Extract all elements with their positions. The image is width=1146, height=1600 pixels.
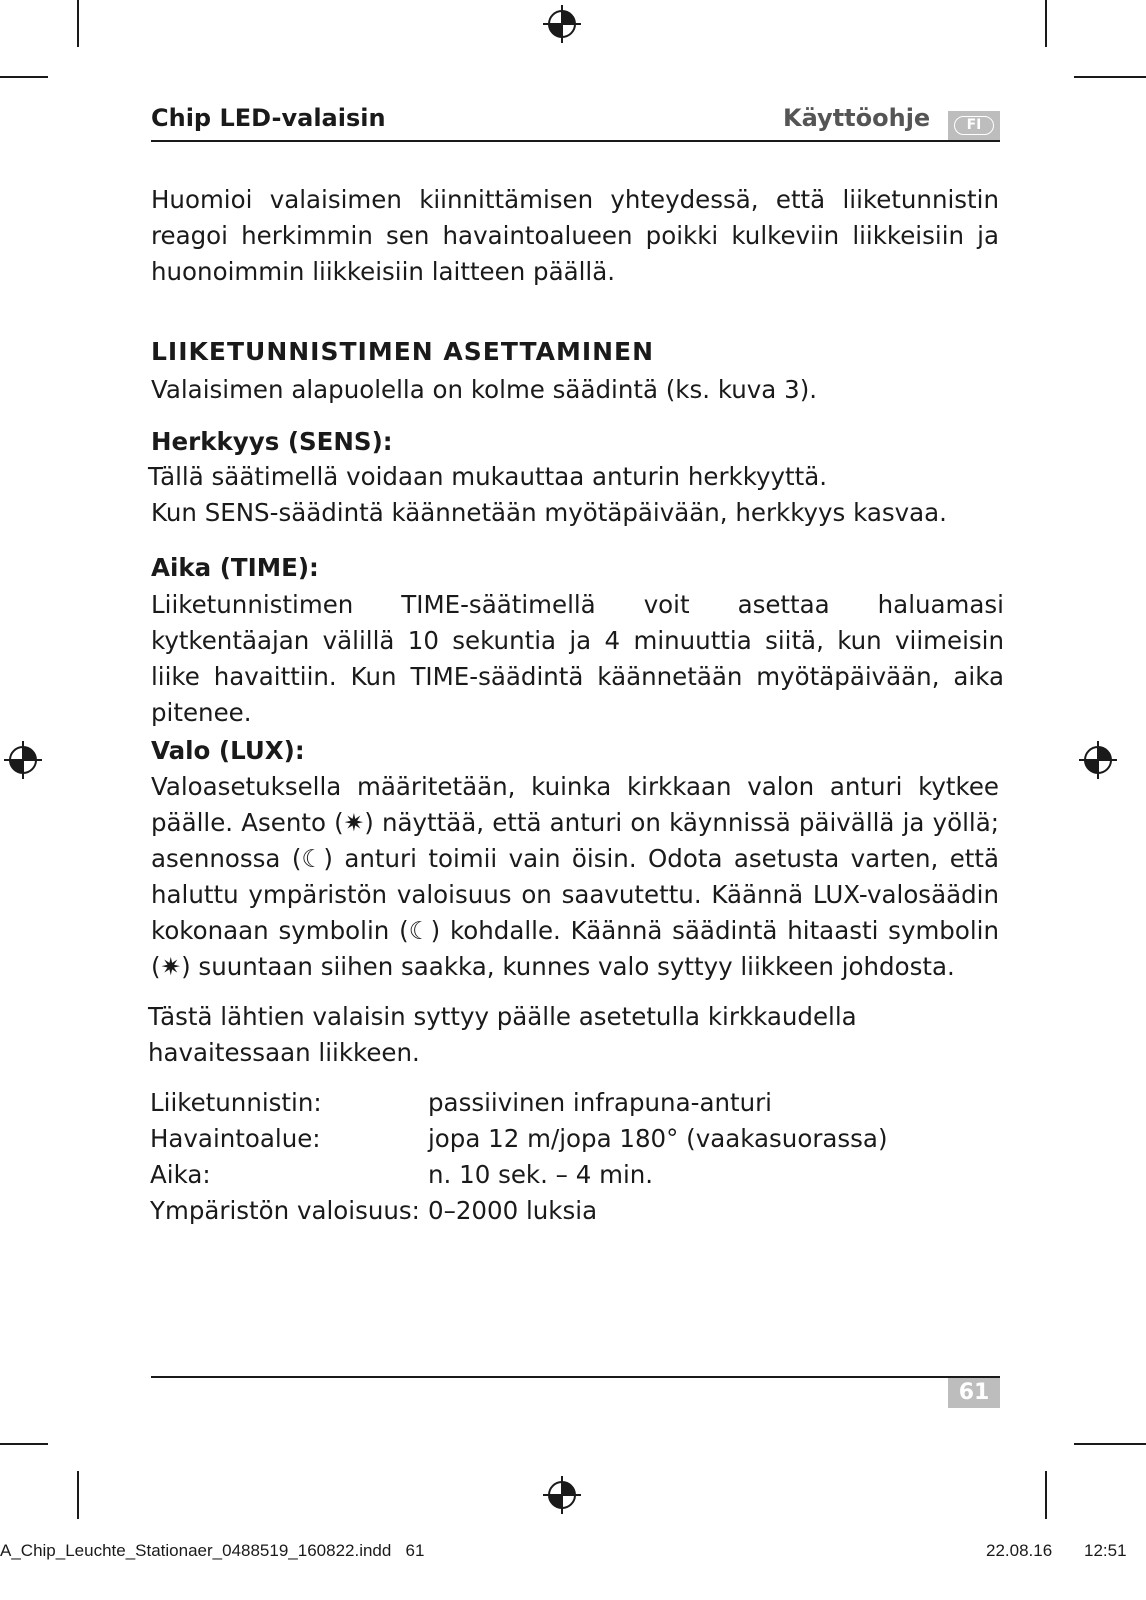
language-badge-label: FI [954,116,994,135]
header-rule [151,140,1000,142]
spec-value: n. 10 sek. – 4 min. [428,1160,654,1189]
sens-line-1: Tällä säätimellä voidaan mukauttaa anturin herkkyyttä. [148,462,828,491]
lux-followup-paragraph [148,999,999,1071]
spec-label: Liiketunnistin: [150,1088,322,1117]
section-title: LIIKETUNNISTIMEN ASETTAMINEN [151,337,655,366]
crop-mark-bottom-left-vertical [77,1471,79,1519]
intro-paragraph [151,182,999,290]
language-badge [948,111,1000,140]
registration-mark-right-icon [1078,740,1118,780]
lux-paragraph [151,769,999,985]
spec-value: passiivinen infrapuna-anturi [428,1088,772,1117]
slug-file-name: A_Chip_Leuchte_Stationaer_0488519_160822.indd 61 [0,1541,425,1560]
section-lead: Valaisimen alapuolella on kolme säädintä (ks. kuva 3). [151,375,818,404]
spec-label: Aika: [150,1160,211,1189]
sens-line-2: Kun SENS-säädintä käännetään myötäpäivään, herkkyys kasvaa. [151,498,947,527]
crop-mark-bottom-right-horizontal [1074,1443,1146,1445]
footer-rule [151,1376,1000,1378]
sens-heading: Herkkyys (SENS): [151,427,393,456]
crop-mark-bottom-right-vertical [1045,1471,1047,1519]
spec-value: jopa 12 m/jopa 180° (vaakasuorassa) [428,1124,888,1153]
lux-followup-text: Tästä lähtien valaisin syttyy päälle asetetulla kirkkaudella havaitessaan liikkeen. [148,1002,857,1067]
page-number: 61 [948,1378,1000,1408]
header-doc-type: Käyttöohje [783,104,931,132]
intro-text: Huomioi valaisimen kiinnittämisen yhteydessä, että liiketunnistin reagoi herkimmin sen havaintoalueen poikki kulkeviin liikkeisiin ja huonoimmin liikkeisiin laitteen päällä. [151,185,999,286]
crop-mark-top-right-horizontal [1074,76,1146,78]
lux-text: Valoasetuksella määritetään, kuinka kirkkaan valon anturi kytkee päälle. Asento (✷) näyttää, että anturi on käynnissä päivällä ja yöllä; asennossa (☾) anturi toimii vain öisin. Odota asetusta varten, että haluttu ympäristön valoisuus on saavutettu. Käännä LUX-valosäädin kokonaan symbolin (☾) kohdalle. Käännä säädintä hitaasti symbolin (✷) suuntaan siihen saakka, kunnes valo syttyy liikkeen johdosta. [151,772,999,981]
registration-mark-left-icon [3,740,43,780]
registration-mark-bottom-icon [542,1475,582,1515]
crop-mark-bottom-left-horizontal [0,1443,48,1445]
lux-heading: Valo (LUX): [151,736,305,765]
crop-mark-top-left-vertical [77,0,79,47]
slug-date: 22.08.16 [986,1541,1053,1560]
spec-label: Havaintoalue: [150,1124,321,1153]
crop-mark-top-left-horizontal [0,76,48,78]
spec-value: 0–2000 luksia [428,1196,598,1225]
spec-label: Ympäristön valoisuus: [150,1196,420,1225]
time-paragraph [151,587,1004,731]
time-heading: Aika (TIME): [151,553,319,582]
crop-mark-top-right-vertical [1045,0,1047,47]
header-product-title: Chip LED-valaisin [151,104,386,132]
registration-mark-top-icon [542,4,582,44]
slug-time: 12:51 [1084,1541,1127,1560]
time-text: Liiketunnistimen TIME-säätimellä voit asettaa haluamasi kytkentäajan välillä 10 sekuntia ja 4 minuuttia siitä, kun viimeisin liike havaittiin. Kun TIME-säädintä käännetään myötäpäivään, aika pitenee. [151,590,1004,727]
